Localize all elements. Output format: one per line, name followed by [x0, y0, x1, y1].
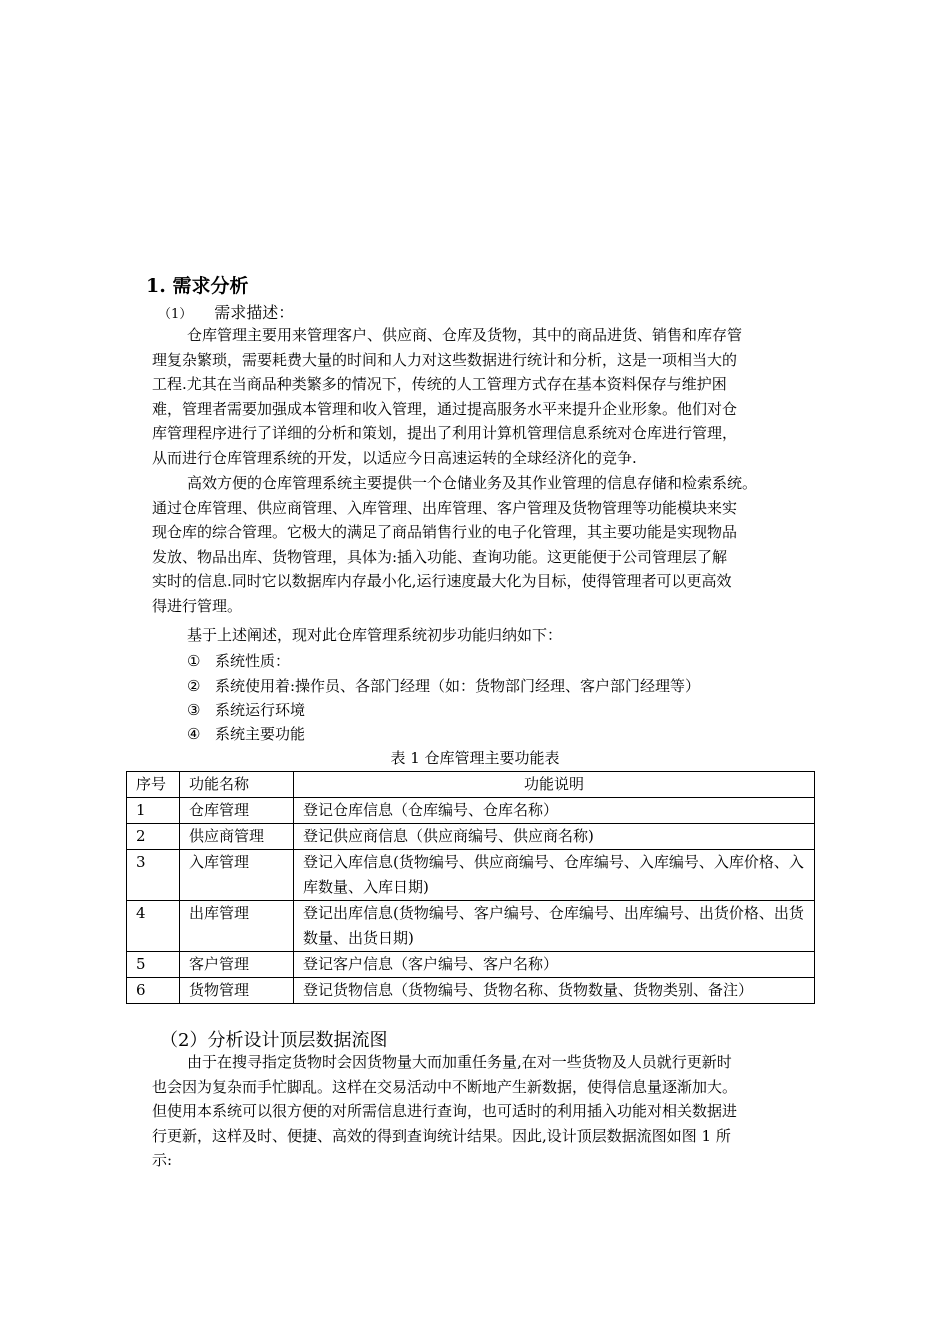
table-cell-desc: 登记供应商信息（供应商编号、供应商名称) [294, 824, 815, 850]
subsection-1-title: 需求描述： [214, 303, 295, 322]
function-table [126, 771, 815, 1004]
paragraph-line: 由于在搜寻指定货物时会因货物量大而加重任务量,在对一些货物及人员就行更新时 [187, 1053, 732, 1071]
section-title: 1. 需求分析 [146, 275, 249, 297]
list-text: 系统使用着:操作员、各部门经理（如：货物部门经理、客户部门经理等） [215, 677, 701, 695]
table-cell-no: 6 [127, 978, 180, 1004]
table-cell-name: 客户管理 [180, 952, 294, 978]
paragraph-line: 通过仓库管理、供应商管理、入库管理、出库管理、客户管理及货物管理等功能模块来实 [152, 498, 738, 517]
table-cell-name: 仓库管理 [180, 798, 294, 824]
table-header-cell: 功能名称 [180, 772, 294, 798]
list-marker: ① [187, 652, 201, 670]
list-text: 系统运行环境 [215, 701, 306, 719]
table-cell-no: 2 [127, 824, 180, 850]
table-row [127, 824, 815, 850]
subsection-2-title: （2）分析设计顶层数据流图 [160, 1030, 388, 1051]
table-cell-name: 货物管理 [180, 978, 294, 1004]
table-cell-no: 5 [127, 952, 180, 978]
paragraph-line: 但使用本系统可以很方便的对所需信息进行查询，也可适时的利用插入功能对相关数据进 [152, 1102, 738, 1121]
table-cell-desc: 登记入库信息(货物编号、供应商编号、仓库编号、入库编号、入库价格、入库数量、入库日期) [294, 850, 815, 901]
paragraph-intro [152, 323, 824, 471]
list-marker: ④ [187, 725, 201, 743]
table-header-cell: 序号 [127, 772, 180, 798]
paragraph-line: 高效方便的仓库管理系统主要提供一个仓储业务及其作业管理的信息存储和检索系统。 [187, 474, 758, 492]
paragraph-line: 工程.尤其在当商品种类繁多的情况下，传统的人工管理方式存在基本资料保存与维护困 [152, 375, 727, 394]
paragraph-line: 难，管理者需要加强成本管理和收入管理，通过提高服务水平来提升企业形象。他们对仓 [152, 399, 738, 418]
table-cell-no: 3 [127, 850, 180, 901]
list-item [187, 723, 305, 744]
list-marker: ② [187, 677, 201, 695]
table-caption: 表 1 仓库管理主要功能表 [390, 749, 560, 767]
paragraph-line: 得进行管理。 [152, 596, 243, 615]
paragraph-line: 基于上述阐述，现对此仓库管理系统初步功能归纳如下： [187, 626, 563, 644]
paragraph-dataflow [152, 1050, 824, 1173]
list-item [187, 675, 700, 696]
table-cell-name: 入库管理 [180, 850, 294, 901]
list-item [187, 699, 305, 720]
paragraph-line: 现仓库的综合管理。它极大的满足了商品销售行业的电子化管理，其主要功能是实现物品 [152, 523, 738, 542]
table-cell-name: 供应商管理 [180, 824, 294, 850]
table-cell-name: 出库管理 [180, 901, 294, 952]
paragraph-line: 库管理程序进行了详细的分析和策划，提出了利用计算机管理信息系统对仓库进行管理， [152, 424, 738, 443]
table-header-row [127, 772, 815, 798]
paragraph-line: 从而进行仓库管理系统的开发，以适应今日高速运转的全球经济化的竞争. [152, 448, 637, 467]
paragraph-line: 理复杂繁琐，需要耗费大量的时间和人力对这些数据进行统计和分析，这是一项相当大的 [152, 350, 738, 369]
paragraph-line: 也会因为复杂而手忙脚乱。这样在交易活动中不断地产生新数据，使得信息量逐渐加大。 [152, 1077, 738, 1096]
table-cell-desc: 登记仓库信息（仓库编号、仓库名称） [294, 798, 815, 824]
list-text: 系统性质： [215, 652, 291, 670]
paragraph-system [152, 471, 824, 619]
table-row [127, 850, 815, 901]
list-item [187, 650, 290, 671]
table-row [127, 952, 815, 978]
table-cell-no: 1 [127, 798, 180, 824]
paragraph-summary [152, 623, 824, 648]
table-cell-desc: 登记客户信息（客户编号、客户名称） [294, 952, 815, 978]
paragraph-line: 行更新，这样及时、便捷、高效的得到查询统计结果。因此,设计顶层数据流图如图 1 所 [152, 1126, 731, 1145]
paragraph-line: 示: [152, 1151, 173, 1170]
paragraph-line: 实时的信息.同时它以数据库内存最小化,运行速度最大化为目标，使得管理者可以更高效 [152, 572, 732, 591]
table-row [127, 978, 815, 1004]
paragraph-line: 发放、物品出库、货物管理，具体为:插入功能、查询功能。这更能便于公司管理层了解 [152, 547, 728, 566]
table-header-cell: 功能说明 [294, 772, 815, 798]
list-text: 系统主要功能 [215, 725, 306, 743]
list-marker: ③ [187, 701, 201, 719]
subsection-1-number: （1） [158, 307, 193, 322]
table-row [127, 901, 815, 952]
table-cell-desc: 登记货物信息（货物编号、货物名称、货物数量、货物类别、备注） [294, 978, 815, 1004]
table-cell-no: 4 [127, 901, 180, 952]
table-row [127, 798, 815, 824]
subsection-1-heading [158, 300, 294, 323]
paragraph-line: 仓库管理主要用来管理客户、供应商、仓库及货物，其中的商品进货、销售和库存管 [187, 326, 743, 344]
table-cell-desc: 登记出库信息(货物编号、客户编号、仓库编号、出库编号、出货价格、出货数量、出货日期) [294, 901, 815, 952]
